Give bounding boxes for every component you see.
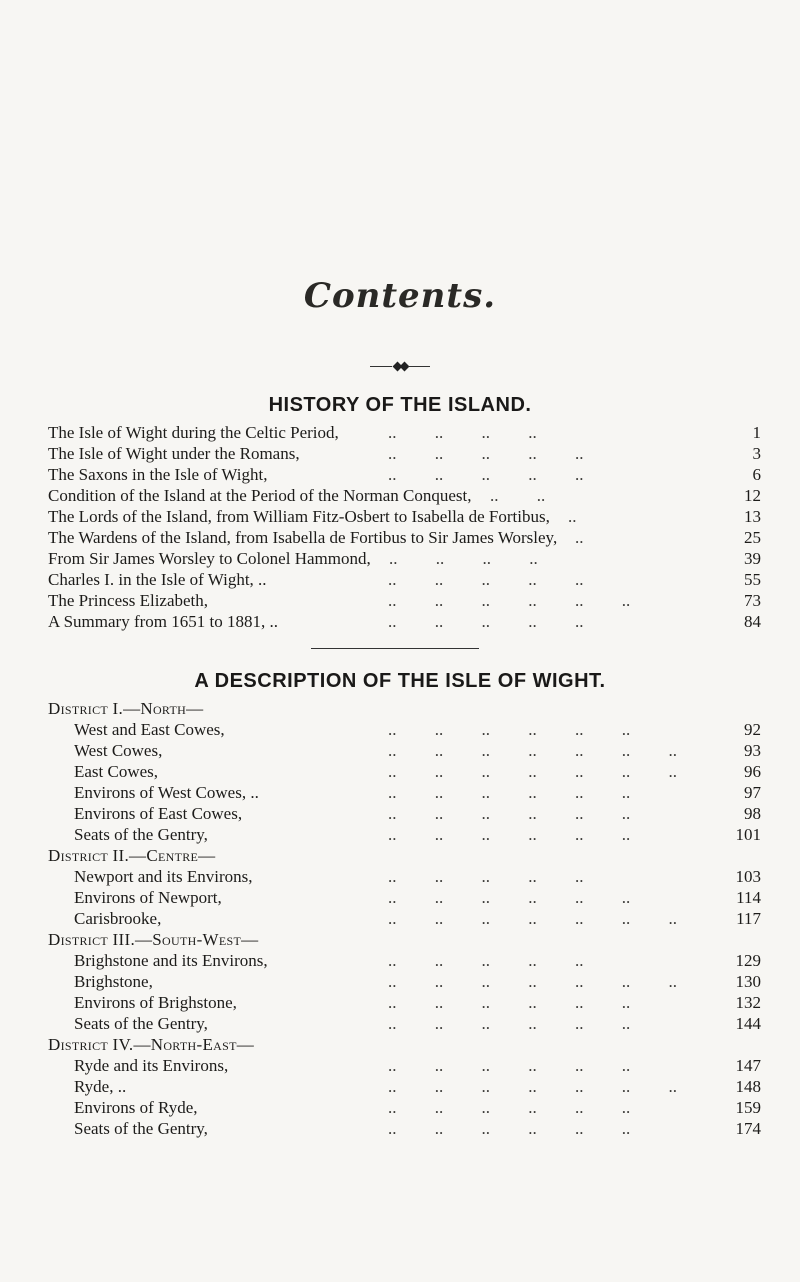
toc-leader-dots: .. .. .. .. .. .. ..	[388, 972, 677, 991]
toc-leader-dots: .. ..	[490, 486, 546, 505]
toc-page-number: 92	[744, 720, 761, 739]
toc-entry-title: Environs of West Cowes, ..	[74, 783, 259, 802]
toc-page-number: 117	[736, 909, 761, 928]
toc-entry-title: Environs of Brighstone,	[74, 993, 237, 1012]
history-heading: HISTORY OF THE ISLAND.	[268, 394, 532, 416]
toc-leader-dots: .. .. .. .. .. .. ..	[388, 741, 677, 760]
toc-entry-title: Ryde and its Environs,	[74, 1056, 229, 1075]
toc-entry	[48, 887, 761, 908]
toc-entry	[48, 824, 761, 845]
toc-page-number: 130	[735, 972, 761, 991]
district-heading	[48, 698, 761, 719]
toc-entry-title: Newport and its Environs,	[74, 867, 253, 886]
toc-entry-title: District II.—Centre—	[48, 846, 216, 865]
toc-leader-dots: .. .. .. ..	[388, 423, 537, 442]
toc-entry-title: The Isle of Wight during the Celtic Period,	[48, 423, 339, 442]
toc-entry	[48, 1097, 761, 1118]
toc-page-number: 103	[735, 867, 761, 886]
toc-entry	[48, 485, 761, 506]
toc-page-number: 129	[735, 951, 761, 970]
toc-leader-dots: ..	[575, 528, 584, 547]
toc-page-number: 6	[752, 465, 761, 484]
toc-entry-title: The Wardens of the Island, from Isabella de Fortibus to Sir James Worsley,	[48, 528, 558, 547]
toc-leader-dots: .. .. .. .. .. ..	[388, 1098, 631, 1117]
toc-entry-title: District I.—North—	[48, 699, 204, 718]
page-title: Contents.	[303, 276, 497, 316]
toc-entry	[48, 971, 761, 992]
toc-page-number: 39	[744, 549, 761, 568]
toc-leader-dots: .. .. .. .. .. .. ..	[388, 1077, 677, 1096]
toc-page-number: 73	[744, 591, 761, 610]
toc-entry	[48, 908, 761, 929]
toc-page-number: 148	[735, 1077, 761, 1096]
toc-entry-title: The Lords of the Island, from William Fitz-Osbert to Isabella de Fortibus,	[48, 507, 550, 526]
toc-page-number: 55	[744, 570, 761, 589]
toc-entry	[48, 590, 761, 611]
ornament-line-left	[370, 366, 392, 367]
toc-entry	[48, 548, 761, 569]
toc-page-number: 174	[735, 1119, 761, 1138]
toc-entry-title: District IV.—North-East—	[48, 1035, 254, 1054]
toc-entry-title: Environs of Newport,	[74, 888, 222, 907]
toc-entry	[48, 992, 761, 1013]
toc-entry	[48, 866, 761, 887]
toc-leader-dots: .. .. .. .. .. ..	[388, 1119, 631, 1138]
toc-page-number: 13	[744, 507, 761, 526]
toc-entry-title: Ryde, ..	[74, 1077, 127, 1096]
toc-entry	[48, 761, 761, 782]
toc-entry	[48, 443, 761, 464]
toc-page-number: 101	[735, 825, 761, 844]
toc-leader-dots: .. .. .. .. .. .. ..	[388, 909, 677, 928]
toc-entry	[48, 611, 761, 632]
toc-entry	[48, 1118, 761, 1139]
toc-entry-title: Condition of the Island at the Period of the Norman Conquest,	[48, 486, 472, 505]
toc-entry-title: East Cowes,	[74, 762, 159, 781]
toc-leader-dots: .. .. .. .. .. ..	[388, 783, 631, 802]
toc-leader-dots: .. .. .. .. ..	[388, 867, 584, 886]
toc-page-number: 25	[744, 528, 761, 547]
toc-leader-dots: .. .. .. .. ..	[388, 612, 584, 631]
description-toc-list	[48, 698, 761, 1139]
toc-page-number: 84	[744, 612, 761, 631]
toc-page-number: 147	[735, 1056, 761, 1075]
toc-page-number: 12	[744, 486, 761, 505]
toc-leader-dots: ..	[568, 507, 577, 526]
title-ornament	[370, 363, 430, 371]
description-heading: A DESCRIPTION OF THE ISLE OF WIGHT.	[194, 670, 606, 692]
district-heading	[48, 1034, 761, 1055]
toc-page-number: 98	[744, 804, 761, 823]
history-toc-list	[48, 422, 761, 632]
toc-entry	[48, 803, 761, 824]
toc-entry-title: The Isle of Wight under the Romans,	[48, 444, 300, 463]
toc-entry-title: Brighstone,	[74, 972, 153, 991]
toc-leader-dots: .. .. .. .. .. ..	[388, 825, 631, 844]
toc-entry	[48, 1013, 761, 1034]
toc-page-number: 159	[735, 1098, 761, 1117]
toc-entry-title: District III.—South-West—	[48, 930, 259, 949]
toc-entry-title: Charles I. in the Isle of Wight, ..	[48, 570, 267, 589]
toc-entry	[48, 950, 761, 971]
toc-page-number: 3	[752, 444, 761, 463]
toc-entry-title: West Cowes,	[74, 741, 163, 760]
district-heading	[48, 929, 761, 950]
toc-entry	[48, 527, 761, 548]
toc-entry-title: Seats of the Gentry,	[74, 825, 208, 844]
toc-entry	[48, 1076, 761, 1097]
toc-entry-title: Environs of East Cowes,	[74, 804, 243, 823]
section-divider	[311, 648, 479, 649]
toc-entry-title: A Summary from 1651 to 1881, ..	[48, 612, 278, 631]
toc-entry	[48, 464, 761, 485]
toc-entry	[48, 422, 761, 443]
toc-leader-dots: .. .. .. ..	[389, 549, 538, 568]
toc-page-number: 97	[744, 783, 761, 802]
toc-leader-dots: .. .. .. .. ..	[388, 570, 584, 589]
toc-page-number: 1	[752, 423, 761, 442]
toc-entry-title: The Saxons in the Isle of Wight,	[48, 465, 268, 484]
toc-entry-title: Brighstone and its Environs,	[74, 951, 268, 970]
district-heading	[48, 845, 761, 866]
toc-page-number: 93	[744, 741, 761, 760]
toc-entry	[48, 569, 761, 590]
toc-entry	[48, 740, 761, 761]
toc-leader-dots: .. .. .. .. .. ..	[388, 993, 631, 1012]
toc-page-number: 144	[735, 1014, 761, 1033]
toc-leader-dots: .. .. .. .. .. ..	[388, 720, 631, 739]
toc-entry	[48, 506, 761, 527]
toc-leader-dots: .. .. .. .. .. .. ..	[388, 762, 677, 781]
toc-leader-dots: .. .. .. .. .. ..	[388, 1014, 631, 1033]
toc-leader-dots: .. .. .. .. ..	[388, 465, 584, 484]
toc-leader-dots: .. .. .. .. ..	[388, 951, 584, 970]
toc-page-number: 114	[736, 888, 761, 907]
toc-entry-title: Environs of Ryde,	[74, 1098, 198, 1117]
toc-leader-dots: .. .. .. .. ..	[388, 444, 584, 463]
toc-page-number: 96	[744, 762, 761, 781]
toc-entry-title: Seats of the Gentry,	[74, 1014, 208, 1033]
toc-entry	[48, 1055, 761, 1076]
toc-page-number: 132	[735, 993, 761, 1012]
toc-leader-dots: .. .. .. .. .. ..	[388, 591, 631, 610]
ornament-line-right	[408, 366, 430, 367]
toc-leader-dots: .. .. .. .. .. ..	[388, 888, 631, 907]
toc-entry	[48, 782, 761, 803]
toc-entry-title: From Sir James Worsley to Colonel Hammond,	[48, 549, 371, 568]
toc-entry-title: The Princess Elizabeth,	[48, 591, 209, 610]
toc-entry	[48, 719, 761, 740]
toc-entry-title: West and East Cowes,	[74, 720, 225, 739]
toc-leader-dots: .. .. .. .. .. ..	[388, 1056, 631, 1075]
toc-leader-dots: .. .. .. .. .. ..	[388, 804, 631, 823]
toc-entry-title: Seats of the Gentry,	[74, 1119, 208, 1138]
toc-entry-title: Carisbrooke,	[74, 909, 162, 928]
